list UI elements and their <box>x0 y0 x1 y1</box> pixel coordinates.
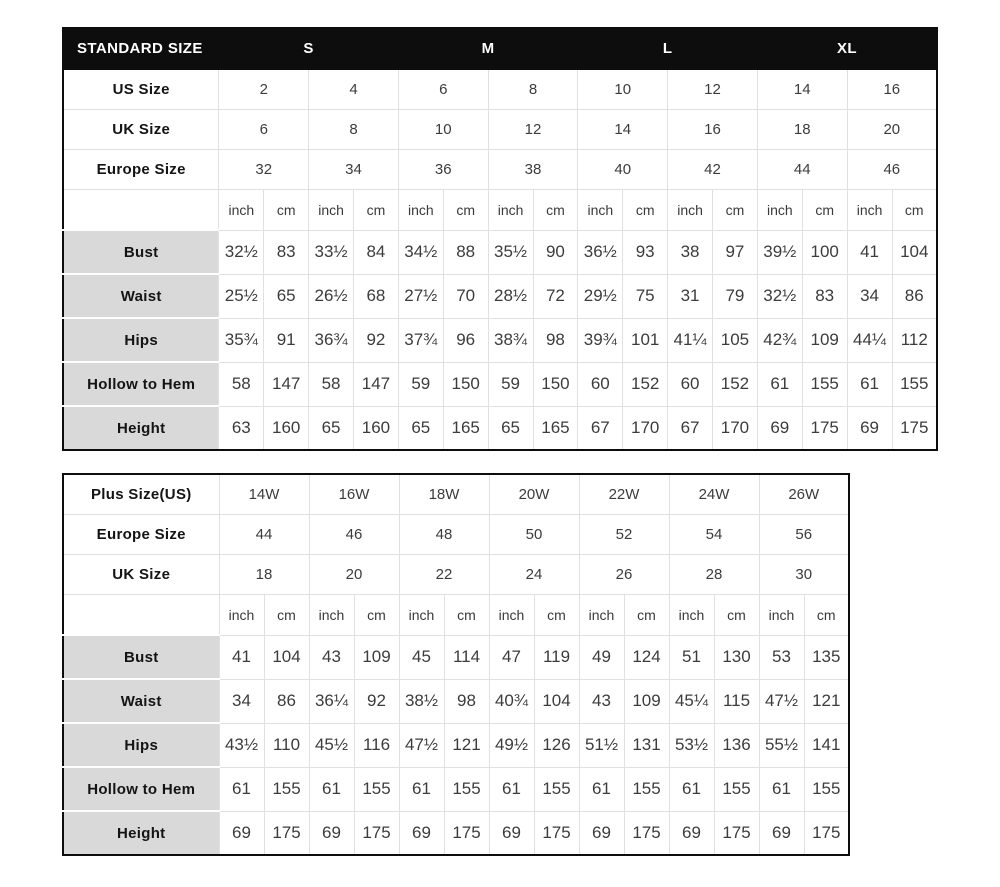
measurement-value-cell: 60 <box>668 362 713 406</box>
row-label-cell: Waist <box>63 274 219 318</box>
unit-cell: inch <box>219 594 264 635</box>
measurement-value-cell: 135 <box>804 635 849 679</box>
size-value-cell: 20 <box>309 554 399 594</box>
measurement-value-cell: 160 <box>264 406 309 450</box>
size-row <box>63 109 937 149</box>
size-value-cell: 46 <box>847 149 937 189</box>
measurement-row <box>63 274 937 318</box>
measurement-value-cell: 136 <box>714 723 759 767</box>
measurement-value-cell: 39½ <box>757 230 802 274</box>
measurement-value-cell: 104 <box>892 230 937 274</box>
size-value-cell: 52 <box>579 514 669 554</box>
row-label-cell: UK Size <box>63 109 219 149</box>
unit-cell: inch <box>668 189 713 230</box>
measurement-value-cell: 100 <box>802 230 847 274</box>
unit-cell: inch <box>309 594 354 635</box>
unit-cell: cm <box>623 189 668 230</box>
measurement-value-cell: 67 <box>668 406 713 450</box>
size-value-cell: 38 <box>488 149 578 189</box>
measurement-value-cell: 29½ <box>578 274 623 318</box>
measurement-row <box>63 767 849 811</box>
measurement-value-cell: 35½ <box>488 230 533 274</box>
measurement-value-cell: 69 <box>759 811 804 855</box>
measurement-value-cell: 155 <box>714 767 759 811</box>
measurement-row <box>63 230 937 274</box>
measurement-value-cell: 61 <box>309 767 354 811</box>
size-value-cell: 22 <box>399 554 489 594</box>
measurement-value-cell: 97 <box>713 230 758 274</box>
measurement-value-cell: 155 <box>534 767 579 811</box>
size-group-header: L <box>578 28 758 69</box>
unit-cell: cm <box>533 189 578 230</box>
unit-row <box>63 594 849 635</box>
measurement-value-cell: 55½ <box>759 723 804 767</box>
measurement-value-cell: 119 <box>534 635 579 679</box>
size-value-cell: 8 <box>309 109 399 149</box>
row-label-cell: Height <box>63 406 219 450</box>
measurement-value-cell: 152 <box>623 362 668 406</box>
measurement-value-cell: 155 <box>264 767 309 811</box>
measurement-value-cell: 69 <box>579 811 624 855</box>
measurement-value-cell: 41 <box>219 635 264 679</box>
measurement-value-cell: 41 <box>847 230 892 274</box>
measurement-value-cell: 131 <box>624 723 669 767</box>
measurement-row <box>63 723 849 767</box>
measurement-value-cell: 34½ <box>398 230 443 274</box>
size-value-cell: 34 <box>309 149 399 189</box>
measurement-value-cell: 83 <box>802 274 847 318</box>
size-value-cell: 42 <box>668 149 758 189</box>
measurement-value-cell: 28½ <box>488 274 533 318</box>
measurement-value-cell: 53½ <box>669 723 714 767</box>
measurement-value-cell: 155 <box>804 767 849 811</box>
measurement-value-cell: 34 <box>847 274 892 318</box>
measurement-value-cell: 61 <box>489 767 534 811</box>
unit-cell: cm <box>534 594 579 635</box>
measurement-value-cell: 109 <box>354 635 399 679</box>
unit-cell: cm <box>714 594 759 635</box>
measurement-value-cell: 65 <box>398 406 443 450</box>
measurement-value-cell: 42¾ <box>757 318 802 362</box>
unit-cell: inch <box>219 189 264 230</box>
size-value-cell: 18W <box>399 474 489 514</box>
size-value-cell: 48 <box>399 514 489 554</box>
measurement-value-cell: 61 <box>579 767 624 811</box>
row-label-cell: Bust <box>63 635 219 679</box>
measurement-value-cell: 86 <box>264 679 309 723</box>
measurement-value-cell: 33½ <box>309 230 354 274</box>
measurement-value-cell: 93 <box>623 230 668 274</box>
measurement-value-cell: 116 <box>354 723 399 767</box>
measurement-value-cell: 121 <box>804 679 849 723</box>
unit-cell: cm <box>713 189 758 230</box>
row-label-cell: Hollow to Hem <box>63 767 219 811</box>
measurement-value-cell: 69 <box>309 811 354 855</box>
measurement-value-cell: 39¾ <box>578 318 623 362</box>
measurement-value-cell: 98 <box>533 318 578 362</box>
measurement-value-cell: 45¼ <box>669 679 714 723</box>
measurement-row <box>63 318 937 362</box>
measurement-value-cell: 69 <box>219 811 264 855</box>
measurement-value-cell: 45½ <box>309 723 354 767</box>
size-value-cell: 20W <box>489 474 579 514</box>
measurement-value-cell: 121 <box>444 723 489 767</box>
unit-cell: inch <box>847 189 892 230</box>
measurement-value-cell: 115 <box>714 679 759 723</box>
measurement-row <box>63 362 937 406</box>
measurement-value-cell: 101 <box>623 318 668 362</box>
measurement-value-cell: 40¾ <box>489 679 534 723</box>
unit-cell: inch <box>759 594 804 635</box>
measurement-value-cell: 109 <box>624 679 669 723</box>
measurement-value-cell: 69 <box>669 811 714 855</box>
size-row <box>63 149 937 189</box>
measurement-value-cell: 59 <box>488 362 533 406</box>
size-value-cell: 40 <box>578 149 668 189</box>
size-value-cell: 22W <box>579 474 669 514</box>
size-value-cell: 10 <box>398 109 488 149</box>
size-value-cell: 24 <box>489 554 579 594</box>
row-label-cell: Hollow to Hem <box>63 362 219 406</box>
measurement-value-cell: 36½ <box>578 230 623 274</box>
measurement-value-cell: 38¾ <box>488 318 533 362</box>
row-label-cell: Europe Size <box>63 149 219 189</box>
measurement-value-cell: 155 <box>892 362 937 406</box>
measurement-value-cell: 130 <box>714 635 759 679</box>
row-label-cell: US Size <box>63 69 219 109</box>
measurement-value-cell: 155 <box>624 767 669 811</box>
measurement-value-cell: 175 <box>892 406 937 450</box>
size-value-cell: 14W <box>219 474 309 514</box>
table-header-row <box>63 28 937 69</box>
measurement-value-cell: 175 <box>534 811 579 855</box>
measurement-value-cell: 175 <box>354 811 399 855</box>
size-value-cell: 24W <box>669 474 759 514</box>
measurement-value-cell: 45 <box>399 635 444 679</box>
size-value-cell: 16W <box>309 474 399 514</box>
measurement-value-cell: 61 <box>759 767 804 811</box>
measurement-value-cell: 155 <box>444 767 489 811</box>
size-value-cell: 12 <box>488 109 578 149</box>
measurement-value-cell: 27½ <box>398 274 443 318</box>
measurement-value-cell: 47½ <box>399 723 444 767</box>
measurement-value-cell: 32½ <box>219 230 264 274</box>
size-value-cell: 14 <box>578 109 668 149</box>
measurement-value-cell: 65 <box>309 406 354 450</box>
measurement-value-cell: 43½ <box>219 723 264 767</box>
measurement-value-cell: 170 <box>713 406 758 450</box>
measurement-value-cell: 109 <box>802 318 847 362</box>
measurement-row <box>63 406 937 450</box>
measurement-value-cell: 147 <box>354 362 399 406</box>
unit-cell: inch <box>578 189 623 230</box>
unit-cell: cm <box>892 189 937 230</box>
size-value-cell: 20 <box>847 109 937 149</box>
row-label-cell: Hips <box>63 723 219 767</box>
measurement-value-cell: 34 <box>219 679 264 723</box>
measurement-value-cell: 141 <box>804 723 849 767</box>
measurement-value-cell: 49½ <box>489 723 534 767</box>
measurement-value-cell: 86 <box>892 274 937 318</box>
unit-cell: cm <box>804 594 849 635</box>
measurement-value-cell: 90 <box>533 230 578 274</box>
size-value-cell: 18 <box>757 109 847 149</box>
measurement-value-cell: 38½ <box>399 679 444 723</box>
unit-cell: cm <box>443 189 488 230</box>
measurement-value-cell: 72 <box>533 274 578 318</box>
measurement-value-cell: 165 <box>533 406 578 450</box>
measurement-value-cell: 58 <box>309 362 354 406</box>
measurement-value-cell: 43 <box>579 679 624 723</box>
measurement-value-cell: 79 <box>713 274 758 318</box>
unit-cell: inch <box>489 594 534 635</box>
unit-cell: inch <box>579 594 624 635</box>
measurement-value-cell: 37¾ <box>398 318 443 362</box>
measurement-value-cell: 65 <box>264 274 309 318</box>
measurement-value-cell: 35¾ <box>219 318 264 362</box>
measurement-value-cell: 92 <box>354 318 399 362</box>
measurement-value-cell: 124 <box>624 635 669 679</box>
measurement-value-cell: 70 <box>443 274 488 318</box>
measurement-value-cell: 61 <box>847 362 892 406</box>
measurement-value-cell: 104 <box>264 635 309 679</box>
measurement-value-cell: 175 <box>444 811 489 855</box>
measurement-value-cell: 61 <box>219 767 264 811</box>
table-title: STANDARD SIZE <box>63 28 219 69</box>
size-value-cell: 16 <box>668 109 758 149</box>
measurement-value-cell: 41¼ <box>668 318 713 362</box>
size-value-cell: 2 <box>219 69 309 109</box>
size-value-cell: 14 <box>757 69 847 109</box>
size-value-cell: 8 <box>488 69 578 109</box>
unit-cell: inch <box>669 594 714 635</box>
size-value-cell: 6 <box>219 109 309 149</box>
measurement-value-cell: 43 <box>309 635 354 679</box>
measurement-value-cell: 53 <box>759 635 804 679</box>
size-value-cell: 44 <box>757 149 847 189</box>
measurement-value-cell: 165 <box>443 406 488 450</box>
measurement-value-cell: 126 <box>534 723 579 767</box>
plus-size-table <box>62 473 850 856</box>
measurement-value-cell: 25½ <box>219 274 264 318</box>
measurement-value-cell: 175 <box>802 406 847 450</box>
measurement-value-cell: 63 <box>219 406 264 450</box>
measurement-value-cell: 47½ <box>759 679 804 723</box>
measurement-row <box>63 679 849 723</box>
unit-cell: cm <box>264 189 309 230</box>
unit-cell: inch <box>488 189 533 230</box>
size-row <box>63 69 937 109</box>
measurement-value-cell: 150 <box>533 362 578 406</box>
measurement-value-cell: 38 <box>668 230 713 274</box>
measurement-value-cell: 175 <box>264 811 309 855</box>
measurement-value-cell: 170 <box>623 406 668 450</box>
measurement-value-cell: 47 <box>489 635 534 679</box>
measurement-value-cell: 65 <box>488 406 533 450</box>
measurement-value-cell: 58 <box>219 362 264 406</box>
unit-cell: inch <box>398 189 443 230</box>
unit-cell: cm <box>354 594 399 635</box>
size-value-cell: 26 <box>579 554 669 594</box>
size-value-cell: 12 <box>668 69 758 109</box>
size-group-header: XL <box>757 28 937 69</box>
size-value-cell: 54 <box>669 514 759 554</box>
measurement-value-cell: 32½ <box>757 274 802 318</box>
measurement-value-cell: 112 <box>892 318 937 362</box>
measurement-value-cell: 152 <box>713 362 758 406</box>
unit-cell: cm <box>624 594 669 635</box>
size-value-cell: 44 <box>219 514 309 554</box>
unit-cell: inch <box>757 189 802 230</box>
measurement-value-cell: 150 <box>443 362 488 406</box>
measurement-value-cell: 61 <box>399 767 444 811</box>
measurement-value-cell: 88 <box>443 230 488 274</box>
measurement-value-cell: 92 <box>354 679 399 723</box>
measurement-value-cell: 69 <box>399 811 444 855</box>
unit-cell: cm <box>802 189 847 230</box>
unit-cell: cm <box>444 594 489 635</box>
measurement-value-cell: 91 <box>264 318 309 362</box>
measurement-value-cell: 68 <box>354 274 399 318</box>
size-row <box>63 514 849 554</box>
size-value-cell: 36 <box>398 149 488 189</box>
unit-cell: inch <box>309 189 354 230</box>
measurement-value-cell: 155 <box>802 362 847 406</box>
measurement-value-cell: 69 <box>489 811 534 855</box>
row-label-cell: Waist <box>63 679 219 723</box>
measurement-value-cell: 114 <box>444 635 489 679</box>
size-value-cell: 46 <box>309 514 399 554</box>
row-label-cell: Height <box>63 811 219 855</box>
size-value-cell: 28 <box>669 554 759 594</box>
measurement-value-cell: 36¾ <box>309 318 354 362</box>
measurement-value-cell: 104 <box>534 679 579 723</box>
measurement-value-cell: 84 <box>354 230 399 274</box>
empty-label-cell <box>63 189 219 230</box>
measurement-value-cell: 61 <box>757 362 802 406</box>
measurement-value-cell: 175 <box>804 811 849 855</box>
standard-size-table <box>62 27 938 451</box>
measurement-value-cell: 83 <box>264 230 309 274</box>
measurement-value-cell: 175 <box>714 811 759 855</box>
measurement-value-cell: 59 <box>398 362 443 406</box>
unit-cell: cm <box>354 189 399 230</box>
measurement-value-cell: 60 <box>578 362 623 406</box>
measurement-value-cell: 175 <box>624 811 669 855</box>
size-group-header: M <box>398 28 578 69</box>
measurement-value-cell: 75 <box>623 274 668 318</box>
size-value-cell: 16 <box>847 69 937 109</box>
measurement-value-cell: 26½ <box>309 274 354 318</box>
row-label-cell: Hips <box>63 318 219 362</box>
row-label-cell: Bust <box>63 230 219 274</box>
row-label-cell: UK Size <box>63 554 219 594</box>
measurement-value-cell: 147 <box>264 362 309 406</box>
unit-cell: inch <box>399 594 444 635</box>
measurement-value-cell: 110 <box>264 723 309 767</box>
measurement-row <box>63 811 849 855</box>
measurement-value-cell: 160 <box>354 406 399 450</box>
size-group-header: S <box>219 28 399 69</box>
measurement-value-cell: 67 <box>578 406 623 450</box>
measurement-value-cell: 96 <box>443 318 488 362</box>
size-value-cell: 10 <box>578 69 668 109</box>
measurement-row <box>63 635 849 679</box>
size-row <box>63 554 849 594</box>
size-value-cell: 4 <box>309 69 399 109</box>
size-row <box>63 474 849 514</box>
row-label-cell: Plus Size(US) <box>63 474 219 514</box>
size-value-cell: 32 <box>219 149 309 189</box>
measurement-value-cell: 44¼ <box>847 318 892 362</box>
measurement-value-cell: 51 <box>669 635 714 679</box>
unit-cell: cm <box>264 594 309 635</box>
measurement-value-cell: 36¼ <box>309 679 354 723</box>
size-value-cell: 18 <box>219 554 309 594</box>
size-value-cell: 56 <box>759 514 849 554</box>
measurement-value-cell: 31 <box>668 274 713 318</box>
measurement-value-cell: 49 <box>579 635 624 679</box>
empty-label-cell <box>63 594 219 635</box>
measurement-value-cell: 61 <box>669 767 714 811</box>
measurement-value-cell: 105 <box>713 318 758 362</box>
size-value-cell: 26W <box>759 474 849 514</box>
measurement-value-cell: 69 <box>847 406 892 450</box>
measurement-value-cell: 51½ <box>579 723 624 767</box>
measurement-value-cell: 98 <box>444 679 489 723</box>
unit-row <box>63 189 937 230</box>
size-value-cell: 50 <box>489 514 579 554</box>
measurement-value-cell: 69 <box>757 406 802 450</box>
measurement-value-cell: 155 <box>354 767 399 811</box>
size-value-cell: 30 <box>759 554 849 594</box>
row-label-cell: Europe Size <box>63 514 219 554</box>
size-value-cell: 6 <box>398 69 488 109</box>
